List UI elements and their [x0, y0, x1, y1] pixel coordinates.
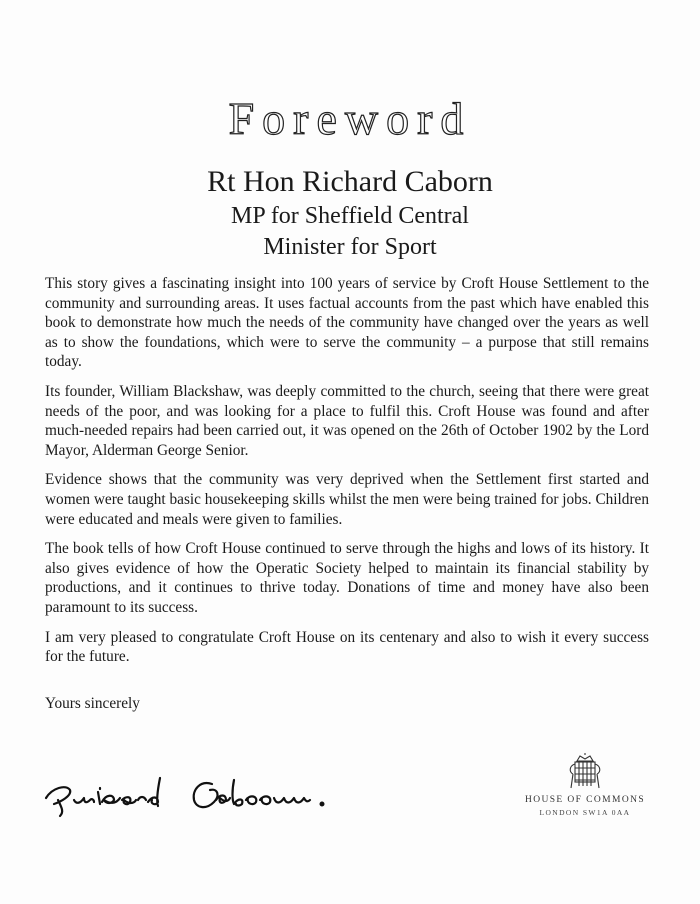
- portcullis-icon: [565, 752, 605, 792]
- foreword-heading: Foreword: [228, 93, 472, 144]
- author-role-constituency: MP for Sheffield Central: [231, 203, 469, 229]
- foreword-body: [45, 274, 649, 677]
- closing-salutation: Yours sincerely: [45, 695, 140, 712]
- letterhead: [510, 752, 660, 817]
- paragraph: Its founder, William Blackshaw, was deeply committed to the church, seeing that there were great needs of the poor, and was looking for a place to fulfil this. Croft House was found and after much-needed repairs had been carried out, it was opened on the 26th of October 1902 by the Lord Mayor, Alderman George Senior.: [45, 382, 649, 459]
- paragraph: This story gives a fascinating insight into 100 years of service by Croft House Settlement to the community and surrounding areas. It uses factual accounts from the past which have enabled this book to demonstrate how much the needs of the community have changed over the years as well as to show the foundations, which were to serve the community – a purpose that still remains today.: [45, 275, 649, 371]
- author-name: Rt Hon Richard Caborn: [207, 165, 493, 198]
- paragraph: The book tells of how Croft House continued to serve through the highs and lows of its history. It also gives evidence of how the Operatic Society helped to maintain its financial stability by productions, and it continues to thrive today. Donations of time and money have also been paramount to its success.: [45, 540, 649, 616]
- letterhead-name: HOUSE OF COMMONS: [524, 795, 646, 805]
- paragraph: I am very pleased to congratulate Croft House on its centenary and also to wish it every success for the future.: [45, 628, 649, 666]
- paragraph: Evidence shows that the community was very deprived when the Settlement first started and women were taught basic housekeeping skills whilst the men were being trained for jobs. Children were educated and meals were given to families.: [45, 471, 649, 528]
- letterhead-address: LONDON SW1A 0AA: [539, 808, 631, 817]
- author-role-minister: Minister for Sport: [263, 234, 437, 260]
- signature: [40, 770, 350, 820]
